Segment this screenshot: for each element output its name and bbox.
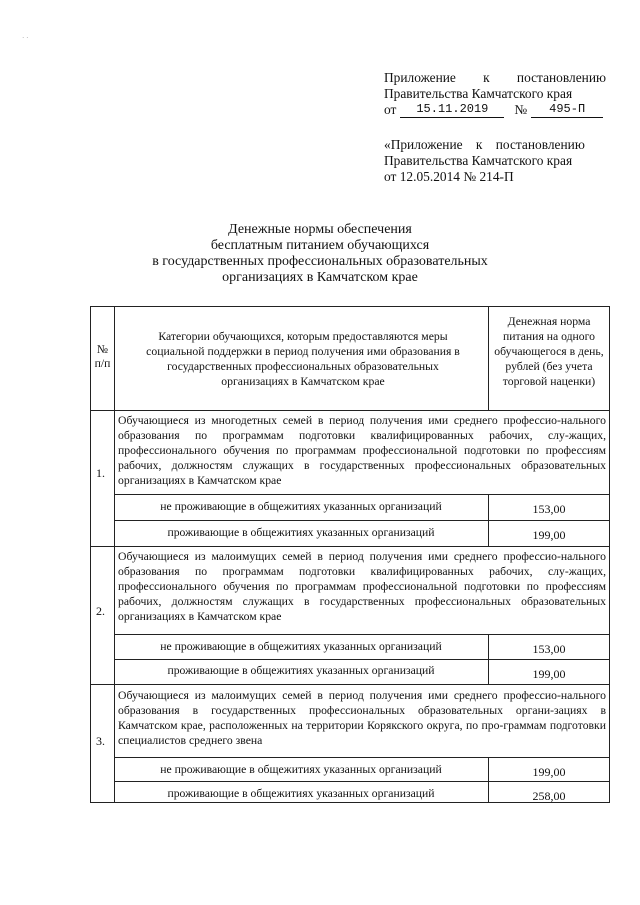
appendix-header-old — [384, 137, 606, 185]
row-category: Обучающиеся из многодетных семей в период получения ими среднего профессио-нального образования по программам подготовки квалифицированных рабочих, слу-жащих, профессионального обучения по программам профессиональной подготовки по профессиям рабочих, должностям служащих в государственных профессиональных образовательных организациях в Камчатском крае — [118, 414, 606, 487]
table-divider — [488, 306, 489, 410]
sub-category-label: не проживающие в общежитиях указанных организаций — [160, 640, 442, 653]
table-divider — [90, 410, 610, 411]
row-category: Обучающиеся из малоимущих семей в период получения ими среднего профессио-нального образования в государственных профессиональных образовательных органи-зациях в Камчатском крае, расположенных на территории Корякского округа, по про-граммам подготовки специалистов среднего звена — [118, 689, 606, 747]
sub-category-label: проживающие в общежитиях указанных организаций — [167, 787, 435, 800]
sub-category-label: проживающие в общежитиях указанных организаций — [167, 526, 435, 539]
sub-category-label: не проживающие в общежитиях указанных организаций — [160, 763, 442, 776]
appendix-new-word3: постановлению — [516, 70, 606, 85]
appendix-new-word2: к — [483, 70, 490, 85]
appendix-old-line3: от 12.05.2014 № 214-П — [384, 169, 514, 184]
table-divider — [114, 757, 610, 758]
appendix-old-line1-text: «Приложение к постановлению — [384, 137, 585, 152]
header-norm: Денежная норма питания на одного обучающегося в день, рублей (без учета торговой наценки) — [494, 315, 604, 388]
norm-value: 199,00 — [532, 528, 566, 542]
table-divider — [90, 546, 610, 547]
appendix-new-word1: Приложение — [384, 70, 456, 85]
document-title — [150, 222, 490, 286]
appendix-old-line1 — [384, 137, 606, 153]
table-divider — [114, 494, 610, 495]
appendix-old-line2: Правительства Камчатского края — [384, 153, 573, 168]
title-line: бесплатным питанием обучающихся — [210, 238, 430, 253]
table-divider — [114, 306, 115, 803]
title-line: в государственных профессиональных образовательных — [152, 254, 488, 269]
appendix-new-line2: Правительства Камчатского края — [384, 86, 573, 101]
date-prefix: от — [384, 102, 397, 117]
table-divider — [114, 659, 610, 660]
table-divider — [114, 520, 610, 521]
table-divider — [114, 634, 610, 635]
appendix-header-new — [384, 70, 606, 118]
header-num: № п/п — [94, 343, 111, 370]
row-number: 3. — [96, 734, 105, 748]
number-sign: № — [514, 102, 528, 117]
sub-category-label: проживающие в общежитиях указанных организаций — [167, 664, 435, 677]
row-number: 2. — [96, 604, 105, 618]
header-category: Категории обучающихся, которым предоставляются меры социальной поддержки в период получения ими образования в государственных профессиональных образовательных организациях в Камчатском крае — [146, 330, 460, 388]
table-divider — [90, 684, 610, 685]
appendix-new-line1 — [384, 70, 606, 86]
sub-category-label: не проживающие в общежитиях указанных организаций — [160, 500, 442, 513]
decree-date: 15.11.2019 — [400, 102, 504, 118]
row-number: 1. — [96, 466, 105, 480]
norm-value: 258,00 — [532, 789, 566, 803]
norm-value: 153,00 — [532, 502, 566, 516]
title-line: организациях в Камчатском крае — [222, 270, 418, 285]
norm-value: 199,00 — [532, 667, 566, 681]
norm-value: 199,00 — [532, 765, 566, 779]
table-divider — [114, 781, 610, 782]
decree-number: 495-П — [531, 102, 603, 118]
scan-corner-marks: · · — [22, 34, 29, 42]
row-category: Обучающиеся из малоимущих семей в период получения ими среднего профессио-нального образования по программам подготовки квалифицированных рабочих, слу-жащих, профессионального обучения по программам профессиональной подготовки по профессиям рабочих, должностям служащих в государственных профессиональных образовательных организациях в Камчатском крае — [118, 550, 606, 623]
appendix-new-line3 — [384, 102, 606, 118]
title-line: Денежные нормы обеспечения — [228, 222, 412, 237]
norm-value: 153,00 — [532, 642, 566, 656]
